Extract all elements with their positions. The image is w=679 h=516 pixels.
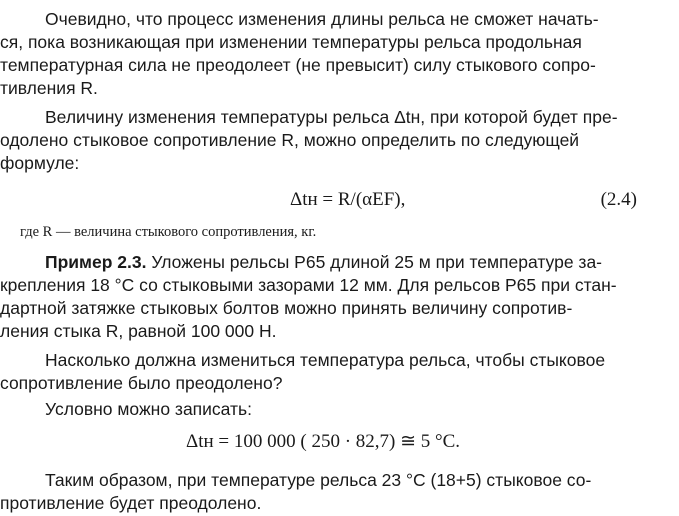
paragraph-4-line: сопротивление было преодолено? xyxy=(0,373,283,393)
formula-2-4 xyxy=(0,189,679,215)
paragraph-1-line: Очевидно, что процесс изменения длины рельса не сможет начать- xyxy=(45,9,599,29)
paragraph-2-line: одолено стыковое сопротивление R, можно определить по следующей xyxy=(0,130,580,150)
paragraph-6-line: противление будет преодолено. xyxy=(0,493,262,513)
example-label: Пример 2.3. xyxy=(45,252,147,272)
paragraph-1-line: ся, пока возникающая при изменении температуры рельса продольная xyxy=(0,32,582,52)
paragraph-4-line: Насколько должна измениться температура рельса, чтобы стыковое xyxy=(45,350,606,370)
paragraph-2-line: формуле: xyxy=(0,153,80,173)
formula-expression: Δtн = R/(αEF), xyxy=(290,189,406,210)
paragraph-5 xyxy=(0,398,679,421)
paragraph-1 xyxy=(0,8,679,100)
formula-example xyxy=(0,430,679,456)
formula-note: где R — величина стыкового сопротивления, кг. xyxy=(20,224,317,240)
paragraph-1-line: тивления R. xyxy=(0,78,98,98)
formula-number: (2.4) xyxy=(600,189,637,210)
paragraph-2-line: Величину изменения температуры рельса Δtн, при которой будет пре- xyxy=(45,107,618,127)
example-line: дартной затяжке стыковых болтов можно принять величину сопротив- xyxy=(0,298,573,318)
formula-example-expression: Δtн = 100 000 ( 250 · 82,7) ≅ 5 °С. xyxy=(186,431,461,452)
paragraph-4 xyxy=(0,349,679,395)
example-line: Уложены рельсы Р65 длиной 25 м при температуре за- xyxy=(151,252,603,272)
paragraph-5-line: Условно можно записать: xyxy=(45,399,253,419)
paragraph-2 xyxy=(0,106,679,175)
example-first-line xyxy=(0,251,679,274)
paragraph-6 xyxy=(0,469,679,515)
paragraph-6-line: Таким образом, при температуре рельса 23 °С (18+5) стыковое со- xyxy=(45,470,592,490)
paragraph-1-line: температурная сила не преодолеет (не превысит) силу стыкового сопро- xyxy=(0,55,596,75)
example-paragraph xyxy=(0,251,679,343)
example-line: крепления 18 °С со стыковыми зазорами 12 мм. Для рельсов Р65 при стан- xyxy=(0,275,617,295)
example-line: ления стыка R, равной 100 000 Н. xyxy=(0,321,277,341)
